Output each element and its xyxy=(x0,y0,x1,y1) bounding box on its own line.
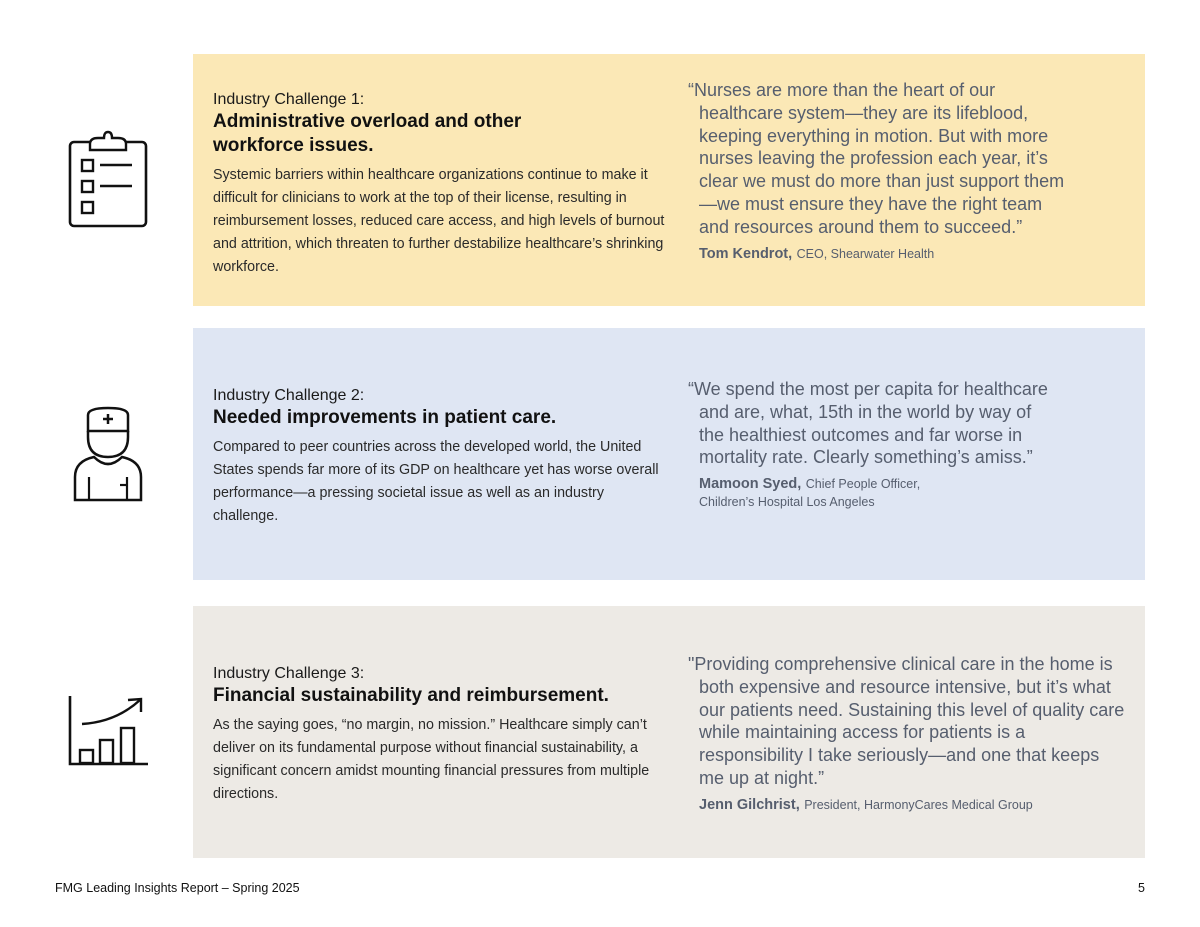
challenge-2-body: Compared to peer countries across the developed world, the United States spends far more of its GDP on healthcare yet has worse overall performance—a pressing societal issue as well as an industry challenge. xyxy=(213,439,659,524)
challenge-1-headline-line1: Administrative overload and other xyxy=(213,111,522,132)
challenge-1-quote-role: CEO, Shearwater Health xyxy=(796,246,935,261)
challenge-2-attribution xyxy=(699,475,1058,493)
challenge-1-quote-name: Tom Kendrot, xyxy=(699,245,793,262)
challenge-panel-2 xyxy=(193,328,1145,580)
challenge-1-text xyxy=(213,90,668,279)
challenge-2-quote-block xyxy=(688,378,1058,509)
challenge-1-headline xyxy=(213,110,668,158)
challenge-3-text xyxy=(213,664,668,806)
challenge-2-quote-org: Children’s Hospital Los Angeles xyxy=(699,495,875,510)
clipboard-checklist-icon xyxy=(66,130,152,230)
nurse-icon xyxy=(70,405,146,505)
challenge-1-attribution xyxy=(699,245,1073,263)
challenge-2-eyebrow: Industry Challenge 2: xyxy=(213,387,365,404)
challenge-1-eyebrow: Industry Challenge 1: xyxy=(213,91,365,108)
challenge-3-eyebrow: Industry Challenge 3: xyxy=(213,665,365,682)
challenge-2-quote: “We spend the most per capita for healthcare and are, what, 15th in the world by way of the healthiest outcomes and far worse in mortality rate. Clearly something’s amiss.” xyxy=(688,379,1048,468)
challenge-1-quote: “Nurses are more than the heart of our healthcare system—they are its lifeblood, keeping everything in motion. But with more nurses leaving the profession each year, it’s clear we must do more than just support them—we must ensure they have the right team and resources around them to succeed.” xyxy=(688,80,1065,237)
challenge-3-quote-block xyxy=(688,653,1128,814)
challenge-3-quote-role: President, HarmonyCares Medical Group xyxy=(804,797,1033,812)
challenge-2-quote-name: Mamoon Syed, xyxy=(699,476,802,493)
challenge-panel-1 xyxy=(193,54,1145,306)
page-number: 5 xyxy=(1138,881,1145,895)
challenge-1-headline-line2: workforce issues. xyxy=(213,135,374,156)
challenge-2-headline: Needed improvements in patient care. xyxy=(213,407,557,428)
challenge-1-quote-block xyxy=(688,79,1073,263)
challenge-3-attribution xyxy=(699,796,1128,814)
report-footer-title: FMG Leading Insights Report – Spring 2025 xyxy=(55,881,300,895)
challenge-2-quote-role: Chief People Officer, xyxy=(805,477,921,492)
challenge-2-text xyxy=(213,386,668,528)
challenge-3-body: As the saying goes, “no margin, no mission.” Healthcare simply can’t deliver on its fundamental purpose without financial sustainability, a significant concern amidst mounting financial pressures from multiple directions. xyxy=(213,717,650,802)
growth-chart-icon xyxy=(66,694,152,768)
challenge-panel-3 xyxy=(193,606,1145,858)
challenge-3-headline: Financial sustainability and reimbursement. xyxy=(213,685,609,706)
challenge-1-body: Systemic barriers within healthcare organizations continue to make it difficult for clinicians to work at the top of their license, resulting in reimbursement losses, reduced care access, and high levels of burnout and attrition, which threaten to further destabilize healthcare’s shrinking workforce. xyxy=(213,167,665,275)
challenge-3-quote: "Providing comprehensive clinical care in the home is both expensive and resource intensive, but it’s what our patients need. Sustaining this level of quality care while maintaining access for patients is a responsibility I take seriously—and one that keeps me up at night.” xyxy=(688,654,1125,788)
challenge-3-quote-name: Jenn Gilchrist, xyxy=(699,796,800,813)
